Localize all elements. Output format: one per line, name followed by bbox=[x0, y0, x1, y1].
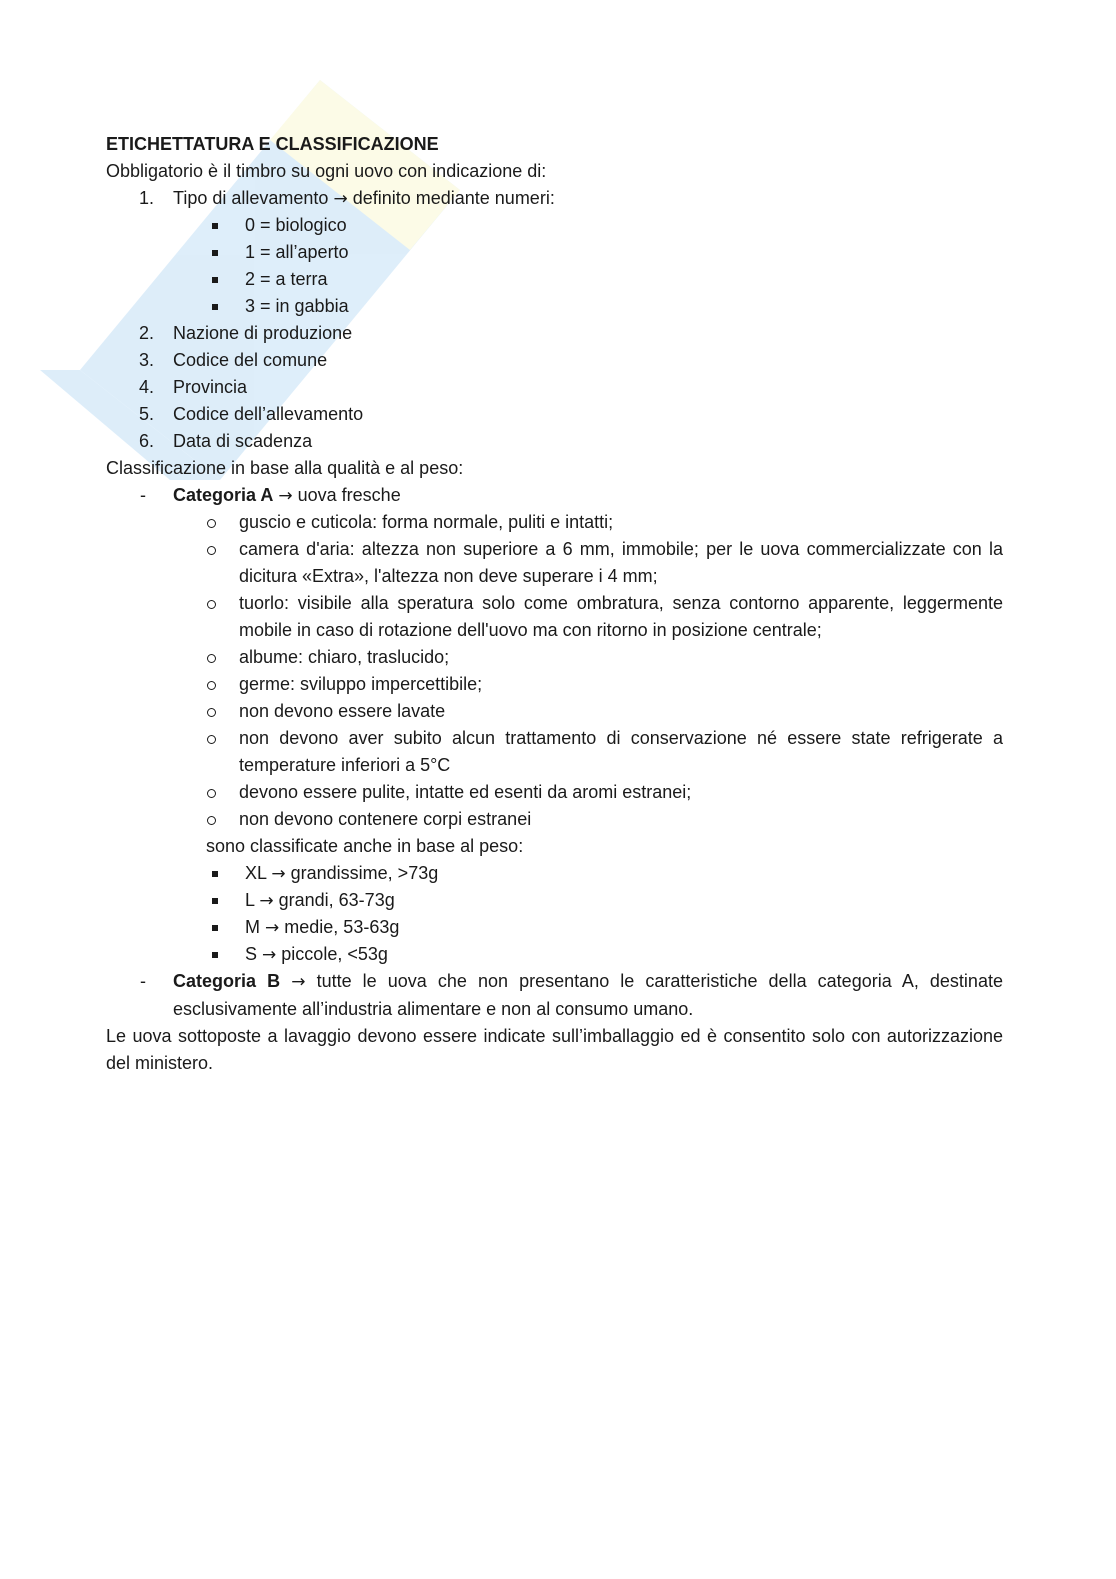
weight-item: S → piccole, <53g bbox=[106, 941, 1006, 968]
square-bullet-icon bbox=[212, 304, 218, 310]
category-a-bullet: guscio e cuticola: forma normale, puliti e intatti; bbox=[106, 509, 1006, 536]
square-bullet-icon bbox=[212, 952, 218, 958]
circle-bullet-icon bbox=[207, 654, 216, 663]
sub-item: 0 = biologico bbox=[106, 212, 1006, 239]
sub-item: 1 = all’aperto bbox=[106, 239, 1006, 266]
arrow-right-icon: → bbox=[262, 945, 277, 965]
category-a-bullet: non devono essere lavate bbox=[106, 698, 1006, 725]
square-bullet-icon bbox=[212, 871, 218, 877]
circle-bullet-icon bbox=[207, 600, 216, 609]
circle-bullet-icon bbox=[207, 816, 216, 825]
weight-item: L → grandi, 63-73g bbox=[106, 887, 1006, 914]
sub-item: 3 = in gabbia bbox=[106, 293, 1006, 320]
arrow-right-icon: → bbox=[271, 864, 286, 884]
weight-item: XL → grandissime, >73g bbox=[106, 860, 1006, 887]
category-a-bullet: albume: chiaro, traslucido; bbox=[106, 644, 1006, 671]
list-number: 1. bbox=[139, 188, 155, 208]
weight-intro: sono classificate anche in base al peso: bbox=[206, 836, 524, 856]
circle-bullet-icon bbox=[207, 681, 216, 690]
category-a-bullet: devono essere pulite, intatte ed esenti da aromi estranei; bbox=[106, 779, 1006, 806]
closing-paragraph: Le uova sottoposte a lavaggio devono essere indicate sull’imballaggio ed è consentito solo con autorizzazione del ministero. bbox=[106, 1026, 1003, 1073]
square-bullet-icon bbox=[212, 277, 218, 283]
numbered-item: 2. Nazione di produzione bbox=[139, 323, 353, 343]
category-a-bullet: tuorlo: visibile alla speratura solo come ombratura, senza contorno apparente, leggermente mobile in caso di rotazione dell'uovo ma con ritorno in posizione centrale; bbox=[106, 590, 1006, 644]
numbered-item: 4. Provincia bbox=[139, 377, 248, 397]
circle-bullet-icon bbox=[207, 789, 216, 798]
square-bullet-icon bbox=[212, 898, 218, 904]
circle-bullet-icon bbox=[207, 546, 216, 555]
document-body bbox=[106, 131, 1006, 1077]
weight-item: M → medie, 53-63g bbox=[106, 914, 1006, 941]
category-a-bullet: non devono aver subito alcun trattamento di conservazione né essere state refrigerate a temperature inferiori a 5°C bbox=[106, 725, 1006, 779]
intro-text: Obbligatorio è il timbro su ogni uovo con indicazione di: bbox=[106, 161, 547, 181]
classification-intro: Classificazione in base alla qualità e al peso: bbox=[106, 458, 464, 478]
arrow-right-icon: → bbox=[333, 189, 348, 209]
category-b-item: - Categoria B → tutte le uova che non presentano le caratteristiche della categoria A, destinate esclusivamente all’industria alimentare e non al consumo umano. bbox=[140, 971, 1003, 1019]
square-bullet-icon bbox=[212, 223, 218, 229]
arrow-right-icon: → bbox=[265, 918, 280, 938]
circle-bullet-icon bbox=[207, 735, 216, 744]
arrow-right-icon: → bbox=[291, 972, 306, 992]
numbered-item: 5. Codice dell’allevamento bbox=[139, 404, 364, 424]
numbered-item: 3. Codice del comune bbox=[139, 350, 328, 370]
page-title: ETICHETTATURA E CLASSIFICAZIONE bbox=[106, 134, 439, 154]
arrow-right-icon: → bbox=[278, 486, 293, 506]
sub-item: 2 = a terra bbox=[106, 266, 1006, 293]
category-a-heading: - Categoria A → uova fresche bbox=[140, 485, 401, 506]
category-a-bullet: non devono contenere corpi estranei bbox=[106, 806, 1006, 833]
numbered-item: 6. Data di scadenza bbox=[139, 431, 313, 451]
square-bullet-icon bbox=[212, 250, 218, 256]
category-b-label: Categoria B bbox=[173, 971, 281, 991]
arrow-right-icon: → bbox=[259, 891, 274, 911]
category-a-label: Categoria A bbox=[173, 485, 274, 505]
circle-bullet-icon bbox=[207, 708, 216, 717]
square-bullet-icon bbox=[212, 925, 218, 931]
circle-bullet-icon bbox=[207, 519, 216, 528]
category-a-bullet: camera d'aria: altezza non superiore a 6 mm, immobile; per le uova commercializzate con la dicitura «Extra», l'altezza non deve superare i 4 mm; bbox=[106, 536, 1006, 590]
category-a-bullet: germe: sviluppo impercettibile; bbox=[106, 671, 1006, 698]
numbered-item-1: 1. Tipo di allevamento → definito mediante numeri: bbox=[106, 185, 1006, 212]
